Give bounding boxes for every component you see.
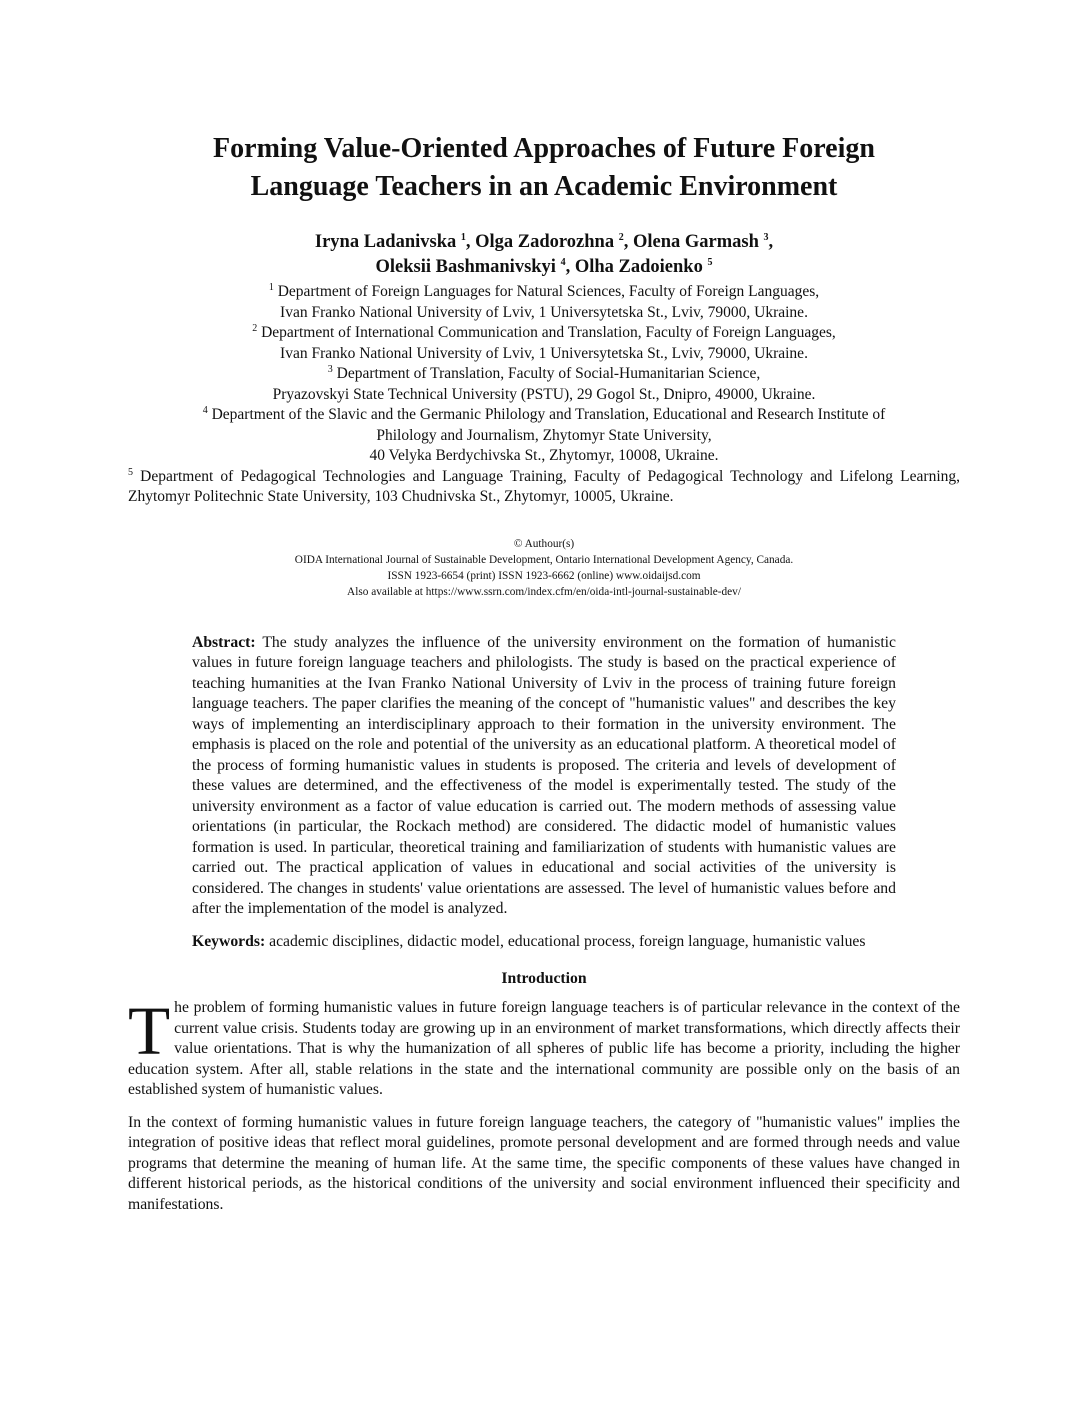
- author-name: Olena Garmash: [632, 232, 759, 252]
- title-line-1: Forming Value-Oriented Approaches of Future Foreign: [213, 133, 875, 164]
- abstract: [192, 633, 896, 920]
- affiliation-line: Department of Pedagogical Technologies and Language Training, Faculty of Pedagogical Technology and Lifelong Learning, Zhytomyr Politechnic State University, 103 Chudnivska St., Zhytomyr, 10005, Ukraine.: [128, 467, 960, 505]
- issn-line: ISSN 1923-6654 (print) ISSN 1923-6662 (online) www.oidaijsd.com: [387, 569, 701, 582]
- affiliation-1: [128, 282, 960, 323]
- keywords-label: Keywords:: [192, 932, 266, 950]
- title-line-2: Language Teachers in an Academic Environment: [250, 171, 838, 202]
- journal-name: OIDA International Journal of Sustainable Development, Ontario International Development Agency, Canada.: [294, 553, 794, 566]
- affiliation-line: Philology and Journalism, Zhytomyr State University,: [376, 426, 712, 444]
- affiliation-line: 40 Velyka Berdychivska St., Zhytomyr, 10008, Ukraine.: [369, 447, 719, 464]
- author-name: Iryna Ladanivska: [314, 232, 457, 252]
- keywords: [192, 932, 896, 953]
- author-separator: ,: [565, 257, 575, 277]
- affiliation-line: Department of International Communication and Translation, Faculty of Foreign Languages,: [261, 324, 836, 341]
- affiliation-line: Ivan Franko National University of Lviv, 1 Universytetska St., Lviv, 79000, Ukraine.: [280, 303, 808, 321]
- introduction-paragraph-1: [128, 993, 960, 1101]
- abstract-text: The study analyzes the influence of the university environment on the formation of humanistic values in future foreign language teachers and philologists. The study is based on the practical experience of teaching humanities at the Ivan Franko National University of Lviv in the process of training future foreign language teachers. The paper clarifies the meaning of the concept of "humanistic values" and describes the key ways of implementing an interdisciplinary approach to their formation in the university environment. The emphasis is placed on the role and potential of the university as an educational platform. A theoretical model of the process of forming humanistic values in students is proposed. The criteria and levels of development of these values are determined, and the effectiveness of the model is experimentally tested. The study of the university environment as a factor of value education is carried out. The modern methods of assessing value orientations (in particular, the Rockach method) are considered. The didactic model of humanistic values formation is used. In particular, theoretical training and familiarization of students with humanistic values are carried out. The practical application of values in educational and social activities of the university is considered. The changes in students' value orientations are assessed. The level of humanistic values before and after the implementation of the model is analyzed.: [192, 633, 897, 917]
- author-affil-marker: 5: [707, 256, 713, 268]
- paper-title: [128, 130, 960, 206]
- introduction-paragraph-2: In the context of forming humanistic values in future foreign language teachers, the category of "humanistic values" implies the integration of positive ideas that reflect moral guidelines, promote personal development and are formed through needs and value programs that determine the meaning of human life. At the same time, the specific components of these values have changed in different historical periods, as the historical conditions of the university and social environment influenced their specificity and manifestations.: [128, 1113, 960, 1213]
- author-separator: ,: [768, 232, 774, 252]
- author-name: Olha Zadoienko: [574, 257, 703, 277]
- affiliation-marker: 4: [202, 404, 208, 416]
- paragraph-text: he problem of forming humanistic values in future foreign language teachers is of particular relevance in the context of the current value crisis. Students today are growing up in an environment of market transformations, which directly affects their value orientations. That is why the humanization of all spheres of public life has become a priority, including the higher education system. After all, stable relations in the state and the international community are possible only on the basis of an established system of humanistic values.: [128, 999, 960, 1098]
- publication-info: [128, 536, 960, 600]
- affiliation-line: Department of the Slavic and the Germanic Philology and Translation, Educational and Research Institute of: [211, 406, 886, 423]
- affiliation-5: [128, 467, 960, 508]
- affiliation-marker: 5: [128, 466, 133, 478]
- drop-cap: T: [128, 993, 171, 1069]
- affiliation-4: [128, 405, 960, 467]
- affiliation-marker: 1: [268, 281, 274, 293]
- copyright-notice: © Authour(s): [513, 537, 575, 550]
- section-heading: Introduction: [501, 970, 587, 987]
- author-separator: ,: [465, 232, 476, 252]
- author-separator: ,: [623, 232, 633, 252]
- author-name: Olga Zadorozhna: [475, 232, 615, 252]
- author-affil-marker: 3: [763, 231, 769, 243]
- abstract-label: Abstract:: [192, 633, 256, 651]
- affiliation-2: [128, 323, 960, 364]
- affiliation-line: Ivan Franko National University of Lviv, 1 Universytetska St., Lviv, 79000, Ukraine.: [280, 344, 808, 362]
- affiliations: [128, 282, 960, 508]
- affiliation-line: Department of Translation, Faculty of Social-Humanitarian Science,: [336, 365, 761, 382]
- author-list: [128, 230, 960, 280]
- affiliation-3: [128, 364, 960, 405]
- affiliation-line: Department of Foreign Languages for Natural Sciences, Faculty of Foreign Languages,: [277, 283, 820, 300]
- author-affil-marker: 4: [560, 256, 566, 268]
- affiliation-marker: 3: [327, 363, 333, 375]
- availability-line: Also available at https://www.ssrn.com/index.cfm/en/oida-intl-journal-sustainable-dev/: [347, 585, 741, 598]
- affiliation-line: Pryazovskyi State Technical University (PSTU), 29 Gogol St., Dnipro, 49000, Ukraine.: [272, 385, 816, 403]
- author-affil-marker: 2: [618, 231, 624, 243]
- affiliation-marker: 2: [252, 322, 258, 334]
- author-name: Oleksii Bashmanivskyi: [375, 257, 556, 277]
- paper-page: [128, 0, 960, 1215]
- keywords-text: academic disciplines, didactic model, educational process, foreign language, humanistic values: [269, 932, 866, 950]
- author-affil-marker: 1: [460, 231, 466, 243]
